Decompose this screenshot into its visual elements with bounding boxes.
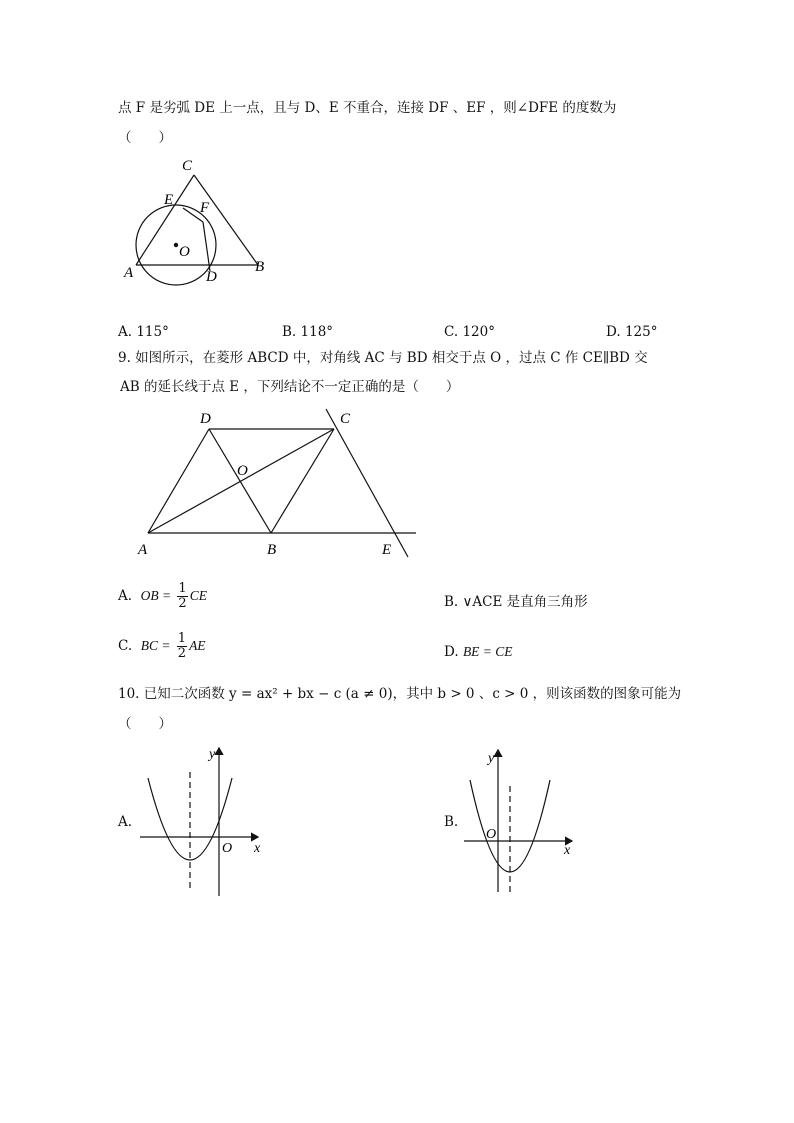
q10b-label-x: x <box>564 843 571 858</box>
q8-segment-bc <box>194 175 258 265</box>
q9-label-e: E <box>382 542 392 558</box>
q10b-label-o: O <box>486 827 497 842</box>
q9-option-c: C. BC = $\frac{1}{2}$ AE <box>118 631 206 661</box>
q9-label-b: B <box>267 542 277 558</box>
q9-option-c-fraction: $\frac{1}{2}$ <box>177 631 187 661</box>
q8-stem-line1: 点 F 是劣弧 DE 上一点，且与 D、E 不重合，连接 DF 、EF ，则∠DFE 的度数为 <box>118 100 617 116</box>
q9-label-d: D <box>200 411 211 427</box>
q9-option-a-fraction: $\frac{1}{2}$ <box>178 581 187 611</box>
q8-label-o: O <box>179 244 190 260</box>
q9-segment-ad <box>148 429 209 533</box>
q10-stem-line1: 10. 已知二次函数 y = ax² + bx − c (a ≠ 0)，其中 b > 0 、c > 0 ，则该函数的图象可能为 <box>118 686 682 702</box>
q10-graph-a <box>138 742 268 898</box>
q9-label-a: A <box>138 542 148 558</box>
q10-option-a-letter: A. <box>118 814 133 830</box>
q8-label-f: F <box>200 200 210 216</box>
q10a-label-x: x <box>254 841 261 856</box>
q9-diagonal-bd <box>209 429 271 533</box>
q8-figure <box>118 150 288 290</box>
q8-label-c: C <box>182 158 193 174</box>
q9-option-a: A. OB = $\frac{1}{2}$ CE <box>118 581 207 611</box>
q9-line-ce <box>326 409 408 557</box>
q9-segment-cb <box>271 429 334 533</box>
q10-option-b-letter: B. <box>444 814 459 830</box>
q8-segment-df <box>203 222 210 271</box>
q9-diagonal-ac <box>148 429 334 533</box>
q8-option-a: A. 115° <box>118 324 169 340</box>
q9-option-d: D. BE = CE <box>444 644 513 660</box>
q8-label-d: D <box>206 269 217 285</box>
q8-label-b: B <box>255 259 265 275</box>
q9-stem-line1: 9. 如图所示，在菱形 ABCD 中，对角线 AC 与 BD 相交于点 O ，过点 C 作 CE∥BD 交 <box>118 350 648 366</box>
q9-option-b: B. ∨ACE 是直角三角形 <box>444 594 588 610</box>
q10-answer-bracket: （ ） <box>118 716 172 732</box>
q8-option-c: C. 120° <box>444 324 495 340</box>
q9-stem-line2: AB 的延长线于点 E ，下列结论不一定正确的是（ ） <box>120 379 460 395</box>
q8-answer-bracket: （ ） <box>118 130 172 146</box>
q10a-label-y: y <box>209 747 216 762</box>
q9-label-c: C <box>340 411 351 427</box>
q10a-label-o: O <box>222 841 233 856</box>
q9-figure <box>128 402 418 562</box>
q8-option-d: D. 125° <box>606 324 658 340</box>
q8-label-a: A <box>124 265 134 281</box>
q9-label-o: O <box>237 463 248 479</box>
q8-option-b: B. 118° <box>282 324 334 340</box>
q8-center-dot <box>174 243 178 247</box>
q10b-label-y: y <box>488 751 495 766</box>
q10-graph-b <box>462 746 582 898</box>
q8-label-e: E <box>164 192 174 208</box>
